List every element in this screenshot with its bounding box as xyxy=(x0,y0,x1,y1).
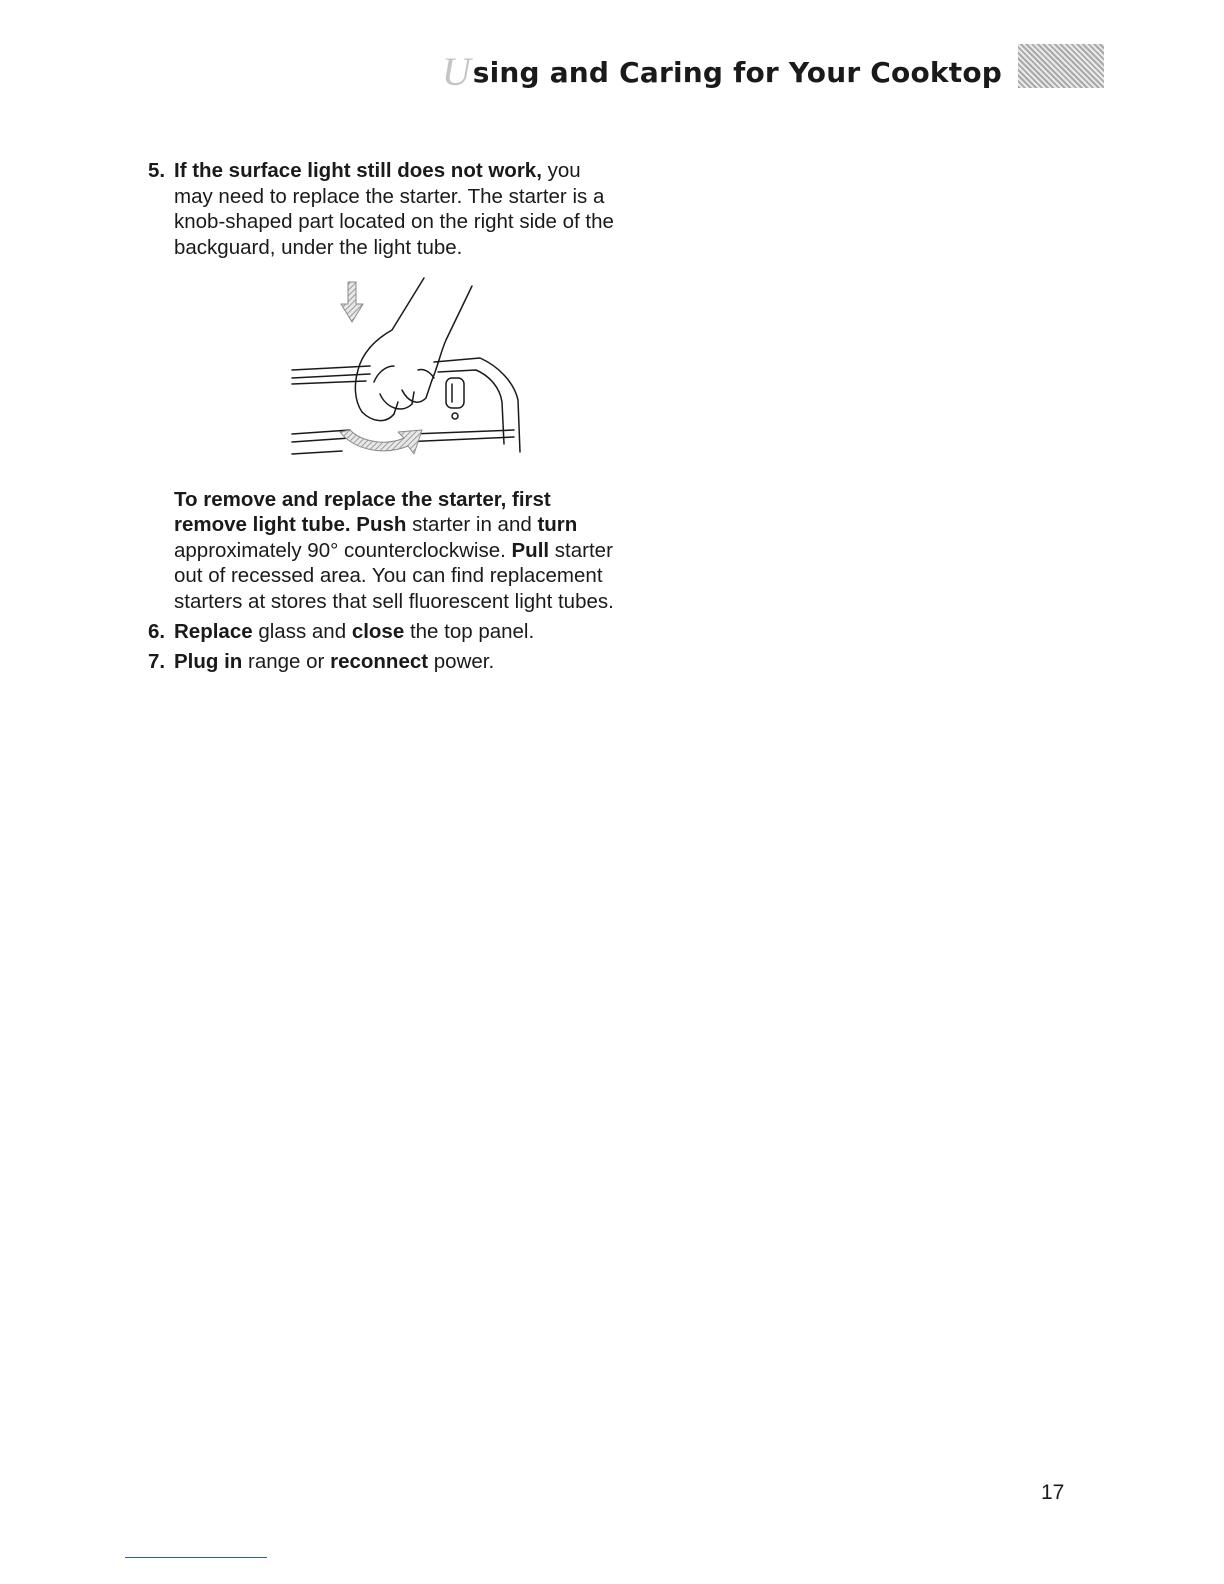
page-header xyxy=(442,42,1106,102)
instructions xyxy=(148,158,618,674)
bold-text: close xyxy=(351,620,405,643)
bold-text: Replace xyxy=(174,620,253,643)
step-lead: If the surface light still does not work, xyxy=(174,159,542,182)
page-number: 17 xyxy=(1041,1481,1065,1504)
body-text: the top panel. xyxy=(409,620,535,643)
step-number: 7. xyxy=(148,649,166,673)
bold-text: Push xyxy=(356,513,407,536)
step-5 xyxy=(148,158,618,614)
bold-text: turn xyxy=(537,513,578,536)
step-7 xyxy=(148,649,618,675)
bold-text: Plug in xyxy=(174,649,243,673)
bold-text: Pull xyxy=(511,538,550,562)
body-text: starter out of recessed area. You can find replacement starters at stores that sell fluorescent light tubes. xyxy=(174,538,614,613)
step-text: you may need to replace the starter. The starter is a knob-shaped part located on the right side of the backguard, under the light tube. xyxy=(174,159,614,259)
bold-text: reconnect xyxy=(330,649,429,673)
starter-instructions xyxy=(174,487,618,615)
hatched-block-icon xyxy=(1018,44,1104,88)
step-6 xyxy=(148,619,618,645)
hand-turning-starter-illustration xyxy=(262,274,522,474)
footer-rule xyxy=(125,1557,267,1558)
step-number: 5. xyxy=(148,159,166,182)
body-text: power. xyxy=(433,649,495,673)
bold-text: To remove and replace the starter, first remove light tube. xyxy=(174,487,551,536)
body-text: approximately 90° counterclockwise. xyxy=(174,538,506,562)
body-text: glass and xyxy=(258,620,347,643)
body-text: starter in and xyxy=(412,513,532,536)
header-initial-letter: U xyxy=(441,49,471,94)
step-number: 6. xyxy=(148,620,166,643)
page-title: sing and Caring for Your Cooktop xyxy=(472,55,1002,89)
body-text: range or xyxy=(248,649,325,673)
